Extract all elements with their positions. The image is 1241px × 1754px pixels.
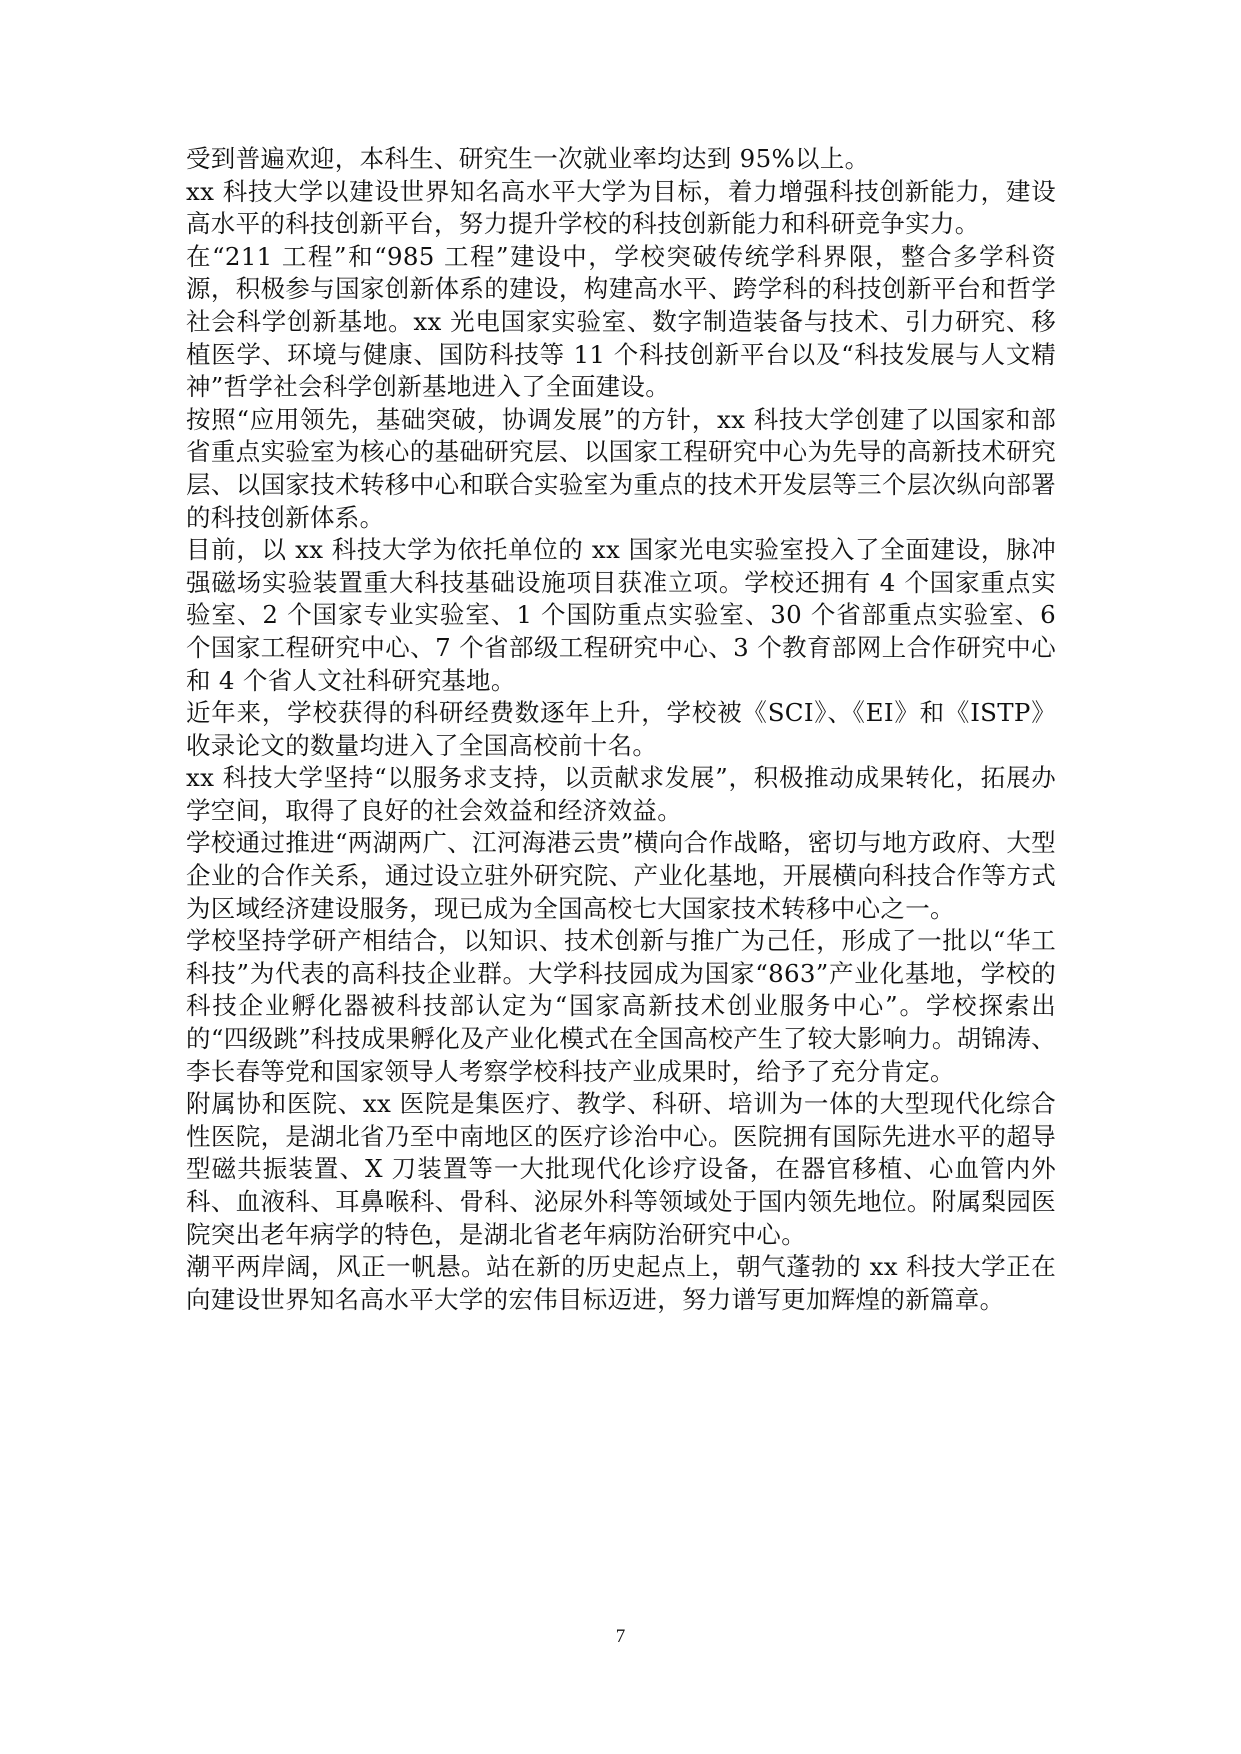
page-number: 7 — [615, 1626, 626, 1647]
paragraph-4: 按照“应用领先，基础突破，协调发展”的方针，xx 科技大学创建了以国家和部省重点实验室为核心的基础研究层、以国家工程研究中心为先导的高新技术研究层、以国家技术转移中心和联合实验室为重点的技术开发层等三个层次纵向部署的科技创新体系。 — [186, 404, 1056, 532]
paragraph-7: xx 科技大学坚持“以服务求支持，以贡献求发展”，积极推动成果转化，拓展办学空间，取得了良好的社会效益和经济效益。 — [186, 763, 1056, 825]
paragraph-6: 近年来，学校获得的科研经费数逐年上升，学校被《SCI》、《EI》和《ISTP》收录论文的数量均进入了全国高校前十名。 — [186, 698, 1056, 760]
paragraph-9: 学校坚持学研产相结合，以知识、技术创新与推广为己任，形成了一批以“华工科技”为代表的高科技企业群。大学科技园成为国家“863”产业化基地，学校的科技企业孵化器被科技部认定为“国家高新技术创业服务中心”。学校探索出的“四级跳”科技成果孵化及产业化模式在全国高校产生了较大影响力。胡锦涛、李长春等党和国家领导人考察学校科技产业成果时，给予了充分肯定。 — [186, 926, 1056, 1086]
paragraph-2: xx 科技大学以建设世界知名高水平大学为目标，着力增强科技创新能力，建设高水平的科技创新平台，努力提升学校的科技创新能力和科研竞争实力。 — [186, 176, 1056, 239]
paragraph-11: 潮平两岸阔，风正一帆悬。站在新的历史起点上，朝气蓬勃的 xx 科技大学正在向建设世界知名高水平大学的宏伟目标迈进，努力谱写更加辉煌的新篇章。 — [186, 1252, 1056, 1314]
paragraph-3: 在“211 工程”和“985 工程”建设中，学校突破传统学科界限，整合多学科资源，积极参与国家创新体系的建设，构建高水平、跨学科的科技创新平台和哲学社会科学创新基地。xx 光电国家实验室、数字制造装备与技术、引力研究、移植医学、环境与健康、国防科技等 11 个科技创新平台以及“科技发展与人文精神”哲学社会科学创新基地进入了全面建设。 — [186, 241, 1056, 402]
body-text — [186, 143, 1056, 1316]
paragraph-10: 附属协和医院、xx 医院是集医疗、教学、科研、培训为一体的大型现代化综合性医院，是湖北省乃至中南地区的医疗诊治中心。医院拥有国际先进水平的超导型磁共振装置、X 刀装置等一大批现代化诊疗设备，在器官移植、心血管内外科、血液科、耳鼻喉科、骨科、泌尿外科等领域处于国内领先地位。附属梨园医院突出老年病学的特色，是湖北省老年病防治研究中心。 — [186, 1089, 1056, 1249]
paragraph-8: 学校通过推进“两湖两广、江河海港云贵”横向合作战略，密切与地方政府、大型企业的合作关系，通过设立驻外研究院、产业化基地，开展横向科技合作等方式为区域经济建设服务，现已成为全国高校七大国家技术转移中心之一。 — [186, 828, 1056, 923]
paragraph-5: 目前，以 xx 科技大学为依托单位的 xx 国家光电实验室投入了全面建设，脉冲强磁场实验装置重大科技基础设施项目获准立项。学校还拥有 4 个国家重点实验室、2 个国家专业实验室、1 个国防重点实验室、30 个省部重点实验室、6 个国家工程研究中心、7 个省部级工程研究中心、3 个教育部网上合作研究中心和 4 个省人文社科研究基地。 — [186, 535, 1056, 695]
paragraph-1: 受到普遍欢迎，本科生、研究生一次就业率均达到 95%以上。 — [186, 144, 870, 173]
